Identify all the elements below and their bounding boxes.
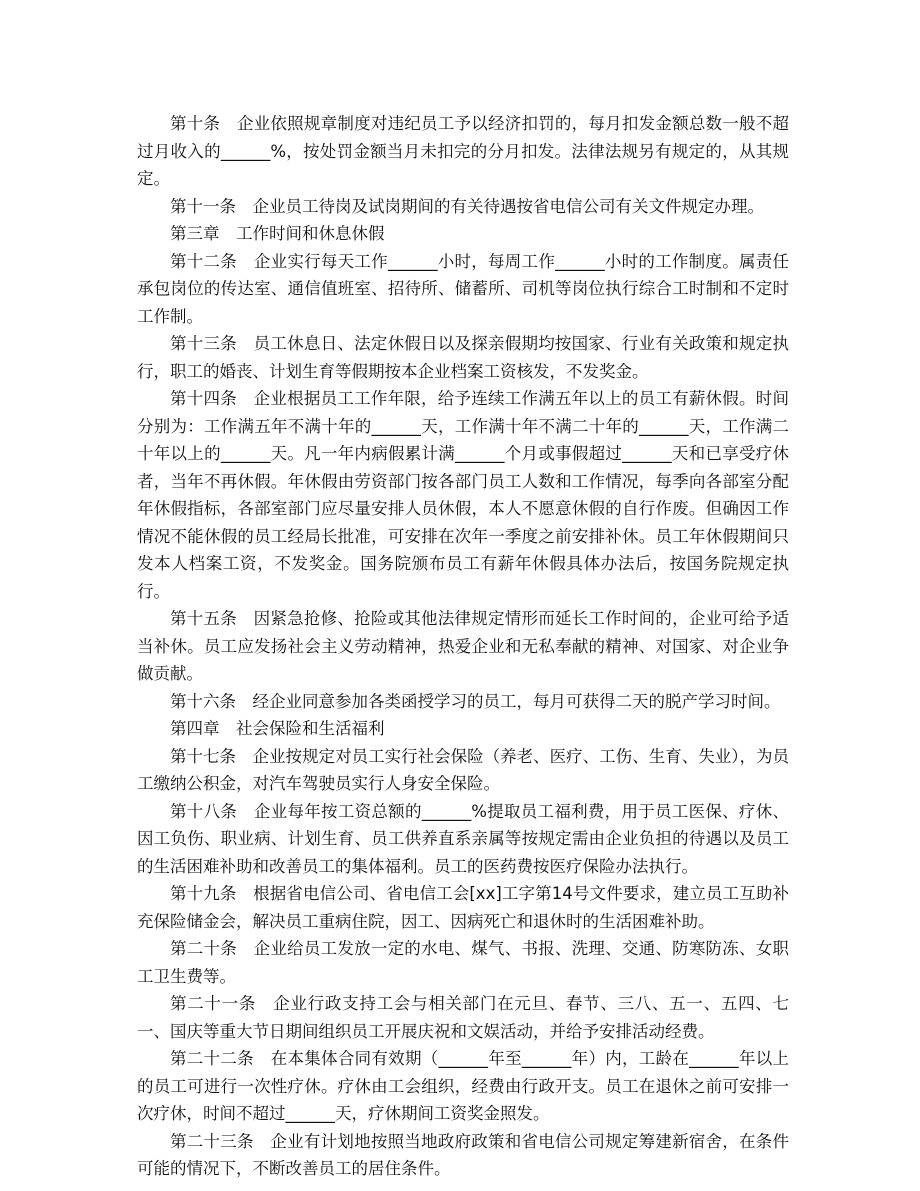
article-16 — [137, 688, 789, 716]
article-12-text: 第十二条 企业实行每天工作______小时，每周工作______小时的工作制度。属责任承包岗位的传达室、通信值班室、招待所、储蓄所、司机等岗位执行综合工时制和不定时工作制。 — [137, 251, 789, 326]
article-15-text: 第十五条 因紧急抢修、抢险或其他法律规定情形而延长工作时间的，企业可给予适当补休。员工应发扬社会主义劳动精神，热爱企业和无私奉献的精神、对国家、对企业争做贡献。 — [137, 609, 789, 683]
article-18 — [137, 798, 789, 881]
article-20-text: 第二十条 企业给员工发放一定的水电、煤气、书报、洗理、交通、防寒防冻、女职工卫生费等。 — [137, 939, 789, 986]
chapter-3-heading — [137, 220, 789, 248]
article-22 — [137, 1045, 789, 1128]
article-12 — [137, 248, 789, 331]
article-20 — [137, 935, 789, 990]
article-11 — [137, 193, 789, 221]
chapter-4-heading — [137, 715, 789, 743]
article-14-text: 第十四条 企业根据员工工作年限，给予连续工作满五年以上的员工有薪休假。时间分别为：工作满五年不满十年的______天，工作满十年不满二十年的______天，工作满二十年以上的______天。凡一年内病假累计满______个月或事假超过______天和已享受疗休者，当年不再休假。年休假由劳资部门按各部门员工人数和工作情况，每季向各部室分配年休假指标，各部室部门应尽量安排人员休假，本人不愿意休假的自行作废。但确因工作情况不能休假的员工经局长批准，可安排在次年一季度之前安排补休。员工年休假期间只发本人档案工资，不发奖金。国务院颁布员工有薪年休假具体办法后，按国务院规定执行。 — [137, 389, 789, 601]
article-11-text: 第十一条 企业员工待岗及试岗期间的有关待遇按省电信公司有关文件规定办理。 — [170, 196, 764, 216]
article-10 — [137, 110, 789, 193]
article-13-text: 第十三条 员工休息日、法定休假日以及探亲假期均按国家、行业有关政策和规定执行，职工的婚丧、计划生育等假期按本企业档案工资核发，不发奖金。 — [137, 334, 789, 381]
article-10-text: 第十条 企业依照规章制度对违纪员工予以经济扣罚的，每月扣发金额总数一般不超过月收入的______%，按处罚金额当月未扣完的分月扣发。法律法规另有规定的，从其规定。 — [137, 114, 789, 188]
article-17 — [137, 743, 789, 798]
article-16-text: 第十六条 经企业同意参加各类函授学习的员工，每月可获得二天的脱产学习时间。 — [170, 691, 781, 711]
article-14 — [137, 385, 789, 605]
article-19 — [137, 880, 789, 935]
chapter-4-title: 第四章 社会保险和生活福利 — [170, 719, 385, 738]
article-21-text: 第二十一条 企业行政支持工会与相关部门在元旦、春节、三八、五一、五四、七一、国庆等重大节日期间组织员工开展庆祝和文娱活动，并给予安排活动经费。 — [137, 994, 789, 1041]
chapter-3-title: 第三章 工作时间和休息休假 — [170, 224, 385, 243]
article-23-text: 第二十三条 企业有计划地按照当地政府政策和省电信公司规定筹建新宿舍，在条件可能的情况下，不断改善员工的居住条件。 — [137, 1131, 789, 1178]
article-13 — [137, 330, 789, 385]
article-22-text: 第二十二条 在本集体合同有效期（______年至______年）内，工龄在______年以上的员工可进行一次性疗休。疗休由工会组织，经费由行政开支。员工在退休之前可安排一次疗休，时间不超过______天，疗休期间工资奖金照发。 — [137, 1049, 789, 1123]
article-15 — [137, 605, 789, 688]
article-19-text: 第十九条 根据省电信公司、省电信工会[xx]工字第14号文件要求，建立员工互助补充保险储金会，解决员工重病住院，因工、因病死亡和退休时的生活困难补助。 — [137, 884, 789, 931]
article-23 — [137, 1128, 789, 1183]
article-17-text: 第十七条 企业按规定对员工实行社会保险（养老、医疗、工伤、生育、失业），为员工缴纳公积金，对汽车驾驶员实行人身安全保险。 — [137, 746, 789, 793]
article-18-text: 第十八条 企业每年按工资总额的______%提取员工福利费，用于员工医保、疗休、因工负伤、职业病、计划生育、员工供养直系亲属等按规定需由企业负担的待遇以及员工的生活困难补助和改善员工的集体福利。员工的医药费按医疗保险办法执行。 — [137, 801, 789, 876]
article-21 — [137, 990, 789, 1045]
